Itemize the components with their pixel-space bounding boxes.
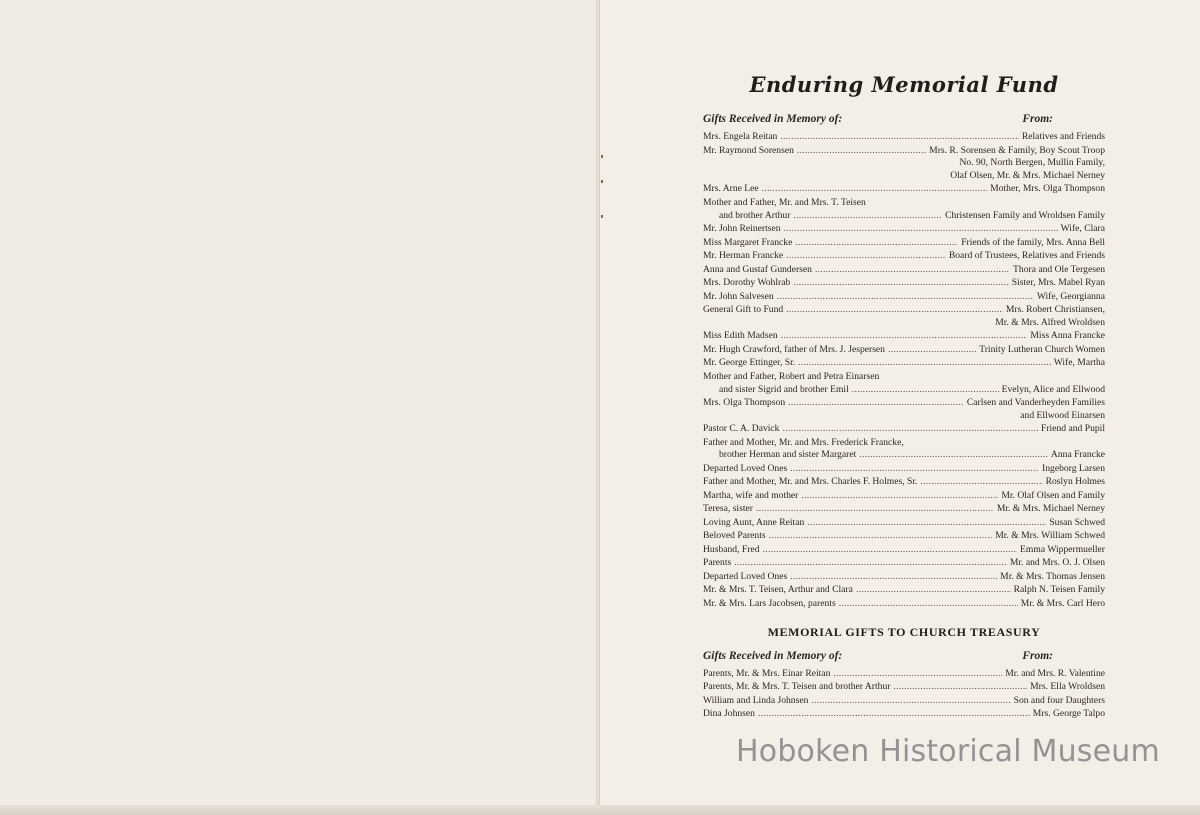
dot-leader xyxy=(839,598,1018,611)
entry-from-continued: and Ellwood Einarsen xyxy=(1020,409,1105,421)
dot-leader xyxy=(815,264,1010,277)
entry-row xyxy=(703,145,1105,158)
entry-in-memory-of: Miss Margaret Francke xyxy=(703,236,793,248)
entry-from: Sister, Mrs. Mabel Ryan xyxy=(1011,277,1105,289)
entry-in-memory-of: Teresa, sister xyxy=(703,503,753,515)
list-item xyxy=(703,503,1105,516)
fund-entry-list xyxy=(703,131,1105,611)
entry-name-first-line: Father and Mother, Mr. and Mrs. Frederick Francke, xyxy=(703,436,904,448)
dot-leader xyxy=(782,423,1038,436)
left-page xyxy=(0,0,597,815)
entry-row xyxy=(703,490,1105,503)
entry-from: Carlsen and Vanderheyden Families xyxy=(966,397,1105,409)
entry-row xyxy=(703,571,1105,584)
list-item xyxy=(703,145,1105,183)
entry-in-memory-of: and brother Arthur xyxy=(719,209,791,221)
entry-from: Mr. and Mrs. O. J. Olsen xyxy=(1009,557,1105,569)
treasury-section-title: MEMORIAL GIFTS TO CHURCH TREASURY xyxy=(767,624,1041,639)
entry-row xyxy=(703,584,1105,597)
entry-in-memory-of: Mr. & Mrs. Lars Jacobsen, parents xyxy=(703,597,836,609)
entry-in-memory-of: Dina Johnsen xyxy=(703,708,755,720)
entry-in-memory-of: Mr. & Mrs. T. Teisen, Arthur and Clara xyxy=(703,584,853,596)
entry-from: Wife, Georgianna xyxy=(1036,290,1105,302)
dot-leader xyxy=(920,476,1042,489)
list-item xyxy=(703,530,1105,543)
staple-mark xyxy=(601,180,603,183)
entry-row xyxy=(703,517,1105,530)
page-title: Enduring Memorial Fund xyxy=(749,72,1059,97)
entry-row xyxy=(703,344,1105,357)
list-item xyxy=(703,330,1105,343)
entry-from: Mr. & Mrs. Thomas Jensen xyxy=(1000,570,1105,582)
fund-column-headers xyxy=(703,113,1105,125)
entry-row xyxy=(703,463,1105,476)
entry-row xyxy=(703,384,1105,397)
fund-header-left: Gifts Received in Memory of: xyxy=(703,113,843,125)
entry-in-memory-of: Departed Loved Ones xyxy=(703,570,788,582)
list-item xyxy=(703,544,1105,557)
fund-header-right: From: xyxy=(1022,113,1053,125)
list-item xyxy=(703,250,1105,263)
entry-from: Mrs. Ella Wroldsen xyxy=(1030,681,1105,693)
entry-in-memory-of: Loving Aunt, Anne Reitan xyxy=(703,516,805,528)
entry-row xyxy=(703,277,1105,290)
entry-row xyxy=(703,708,1105,721)
entry-in-memory-of: Mr. Raymond Sorensen xyxy=(703,144,794,156)
list-item xyxy=(703,357,1105,370)
list-item xyxy=(703,223,1105,236)
list-item xyxy=(703,708,1105,721)
list-item xyxy=(703,304,1105,329)
entry-in-memory-of: Parents, Mr. & Mrs. T. Teisen and brother Arthur xyxy=(703,681,891,693)
dot-leader xyxy=(734,557,1007,570)
dot-leader xyxy=(801,490,998,503)
list-item xyxy=(703,571,1105,584)
entry-from: Friend and Pupil xyxy=(1041,423,1105,435)
entry-from: Mrs. George Talpo xyxy=(1032,708,1105,720)
dot-leader xyxy=(780,131,1019,144)
entry-row xyxy=(703,183,1105,196)
list-item xyxy=(703,344,1105,357)
entry-from: Mr. and Mrs. R. Valentine xyxy=(1005,667,1105,679)
dot-leader xyxy=(777,291,1034,304)
list-item xyxy=(703,423,1105,436)
entry-from: Mother, Mrs. Olga Thompson xyxy=(990,183,1105,195)
list-item xyxy=(703,277,1105,290)
entry-in-memory-of: Mrs. Olga Thompson xyxy=(703,397,786,409)
treasury-entry-list xyxy=(703,668,1105,721)
treasury-header-right: From: xyxy=(1022,649,1053,662)
entry-from: Miss Anna Francke xyxy=(1030,330,1105,342)
list-item xyxy=(703,397,1105,422)
entry-in-memory-of: Husband, Fred xyxy=(703,543,760,555)
entry-from: Ingeborg Larsen xyxy=(1042,462,1105,474)
entry-in-memory-of: Departed Loved Ones xyxy=(703,462,788,474)
entry-from: Mrs. Robert Christiansen, xyxy=(1005,304,1105,316)
dot-leader xyxy=(797,145,926,158)
entry-from: Son and four Daughters xyxy=(1013,694,1105,706)
staple-mark xyxy=(601,155,603,158)
entry-from: Mr. & Mrs. William Schwed xyxy=(995,530,1105,542)
entry-row xyxy=(703,681,1105,694)
entry-in-memory-of: Beloved Parents xyxy=(703,530,766,542)
dot-leader xyxy=(888,344,976,357)
dot-leader xyxy=(786,304,1003,317)
entry-row xyxy=(703,223,1105,236)
entry-from: Wife, Clara xyxy=(1060,223,1105,235)
entry-from: Relatives and Friends xyxy=(1021,131,1105,142)
entry-from: Christensen Family and Wroldsen Family xyxy=(945,209,1105,221)
list-item xyxy=(703,183,1105,196)
entry-in-memory-of: Mr. George Ettinger, Sr. xyxy=(703,357,796,369)
list-item xyxy=(703,437,1105,462)
entry-from: Trinity Lutheran Church Women xyxy=(979,343,1105,355)
dot-leader xyxy=(893,681,1027,694)
entry-in-memory-of: Mr. John Reinertsen xyxy=(703,223,781,235)
dot-leader xyxy=(859,449,1048,462)
entry-in-memory-of: Miss Edith Madsen xyxy=(703,330,778,342)
list-item xyxy=(703,264,1105,277)
entry-from: Emma Wippermueller xyxy=(1020,543,1105,555)
entry-row xyxy=(703,131,1105,144)
dot-leader xyxy=(788,397,964,410)
entry-from: Ralph N. Teisen Family xyxy=(1013,584,1105,596)
entry-in-memory-of: and sister Sigrid and brother Emil xyxy=(719,383,849,395)
list-item xyxy=(703,695,1105,708)
entry-from: Thora and Ole Tergesen xyxy=(1013,263,1105,275)
book-gutter xyxy=(596,0,600,815)
entry-row xyxy=(703,503,1105,516)
entry-name-first-line: Mother and Father, Mr. and Mrs. T. Teisen xyxy=(703,196,866,208)
entry-row xyxy=(703,330,1105,343)
list-item xyxy=(703,668,1105,681)
dot-leader xyxy=(790,463,1039,476)
entry-from-continued: No. 90, North Bergen, Mullin Family, xyxy=(959,157,1105,169)
list-item xyxy=(703,517,1105,530)
entry-in-memory-of: Father and Mother, Mr. and Mrs. Charles F. Holmes, Sr. xyxy=(703,476,918,488)
list-item xyxy=(703,490,1105,503)
list-item xyxy=(703,371,1105,396)
treasury-header-left: Gifts Received in Memory of: xyxy=(703,649,843,662)
dot-leader xyxy=(784,223,1058,236)
list-item xyxy=(703,463,1105,476)
staple-mark xyxy=(601,215,603,218)
entry-from-continued: Olaf Olsen, Mr. & Mrs. Michael Nerney xyxy=(950,169,1105,181)
entry-row xyxy=(703,449,1105,462)
entry-row xyxy=(703,476,1105,489)
list-item xyxy=(703,557,1105,570)
entry-row xyxy=(703,210,1105,223)
dot-leader xyxy=(786,250,946,263)
entry-from-continued: Mr. & Mrs. Alfred Wroldsen xyxy=(995,316,1105,328)
dot-leader xyxy=(807,517,1046,530)
entry-from: Friends of the family, Mrs. Anna Bell xyxy=(961,236,1105,248)
dot-leader xyxy=(758,708,1030,721)
entry-in-memory-of: Mrs. Engela Reitan xyxy=(703,131,778,142)
entry-from: Wife, Martha xyxy=(1053,357,1105,369)
entry-row xyxy=(703,291,1105,304)
dot-leader xyxy=(790,571,997,584)
entry-from: Susan Schwed xyxy=(1049,516,1105,528)
entry-row xyxy=(703,250,1105,263)
entry-row xyxy=(703,423,1105,436)
dot-leader xyxy=(762,183,987,196)
dot-leader xyxy=(763,544,1018,557)
entry-in-memory-of: Mr. Hugh Crawford, father of Mrs. J. Jespersen xyxy=(703,343,885,355)
list-item xyxy=(703,291,1105,304)
dot-leader xyxy=(852,384,999,397)
dot-leader xyxy=(795,237,958,250)
page-bottom-edge xyxy=(0,805,1200,815)
entry-in-memory-of: Parents xyxy=(703,557,732,569)
list-item xyxy=(703,197,1105,222)
entry-row xyxy=(703,357,1105,370)
entry-in-memory-of: brother Herman and sister Margaret xyxy=(719,449,857,461)
dot-leader xyxy=(811,695,1010,708)
entry-in-memory-of: Parents, Mr. & Mrs. Einar Reitan xyxy=(703,667,831,679)
museum-watermark: Hoboken Historical Museum xyxy=(736,734,1160,769)
entry-in-memory-of: Mrs. Arne Lee xyxy=(703,183,759,195)
entry-from: Anna Francke xyxy=(1050,449,1105,461)
dot-leader xyxy=(798,357,1051,370)
entry-from: Mrs. R. Sorensen & Family, Boy Scout Troop xyxy=(929,144,1105,156)
dot-leader xyxy=(833,668,1002,681)
entry-row xyxy=(703,598,1105,611)
entry-row xyxy=(703,557,1105,570)
dot-leader xyxy=(769,530,993,543)
dot-leader xyxy=(793,277,1008,290)
list-item xyxy=(703,681,1105,694)
entry-name-first-line: Mother and Father, Robert and Petra Einarsen xyxy=(703,370,880,382)
entry-in-memory-of: General Gift to Fund xyxy=(703,304,784,316)
list-item xyxy=(703,476,1105,489)
entry-from: Evelyn, Alice and Ellwood xyxy=(1001,383,1105,395)
list-item xyxy=(703,584,1105,597)
entry-in-memory-of: Mrs. Dorothy Wohlrab xyxy=(703,277,791,289)
entry-from: Mr. & Mrs. Michael Nerney xyxy=(996,503,1105,515)
entry-row xyxy=(703,544,1105,557)
entry-from: Board of Trustees, Relatives and Friends xyxy=(948,250,1105,262)
entry-in-memory-of: Martha, wife and mother xyxy=(703,489,799,501)
entry-row xyxy=(703,397,1105,410)
entry-row xyxy=(703,264,1105,277)
memorial-content xyxy=(703,72,1105,722)
treasury-column-headers xyxy=(703,650,1105,662)
entry-in-memory-of: Mr. John Salvesen xyxy=(703,290,774,302)
entry-row xyxy=(703,304,1105,317)
entry-row xyxy=(703,237,1105,250)
entry-in-memory-of: Anna and Gustaf Gundersen xyxy=(703,263,812,275)
entry-row xyxy=(703,530,1105,543)
entry-row xyxy=(703,668,1105,681)
entry-from: Mr. & Mrs. Carl Hero xyxy=(1020,597,1105,609)
list-item xyxy=(703,131,1105,144)
list-item xyxy=(703,598,1105,611)
dot-leader xyxy=(856,584,1011,597)
entry-in-memory-of: William and Linda Johnsen xyxy=(703,694,809,706)
entry-row xyxy=(703,695,1105,708)
entry-in-memory-of: Mr. Herman Francke xyxy=(703,250,784,262)
entry-from: Roslyn Holmes xyxy=(1045,476,1105,488)
entry-in-memory-of: Pastor C. A. Davick xyxy=(703,423,780,435)
entry-from: Mr. Olaf Olsen and Family xyxy=(1001,489,1105,501)
dot-leader xyxy=(781,330,1028,343)
list-item xyxy=(703,237,1105,250)
dot-leader xyxy=(793,210,942,223)
dot-leader xyxy=(756,503,994,516)
